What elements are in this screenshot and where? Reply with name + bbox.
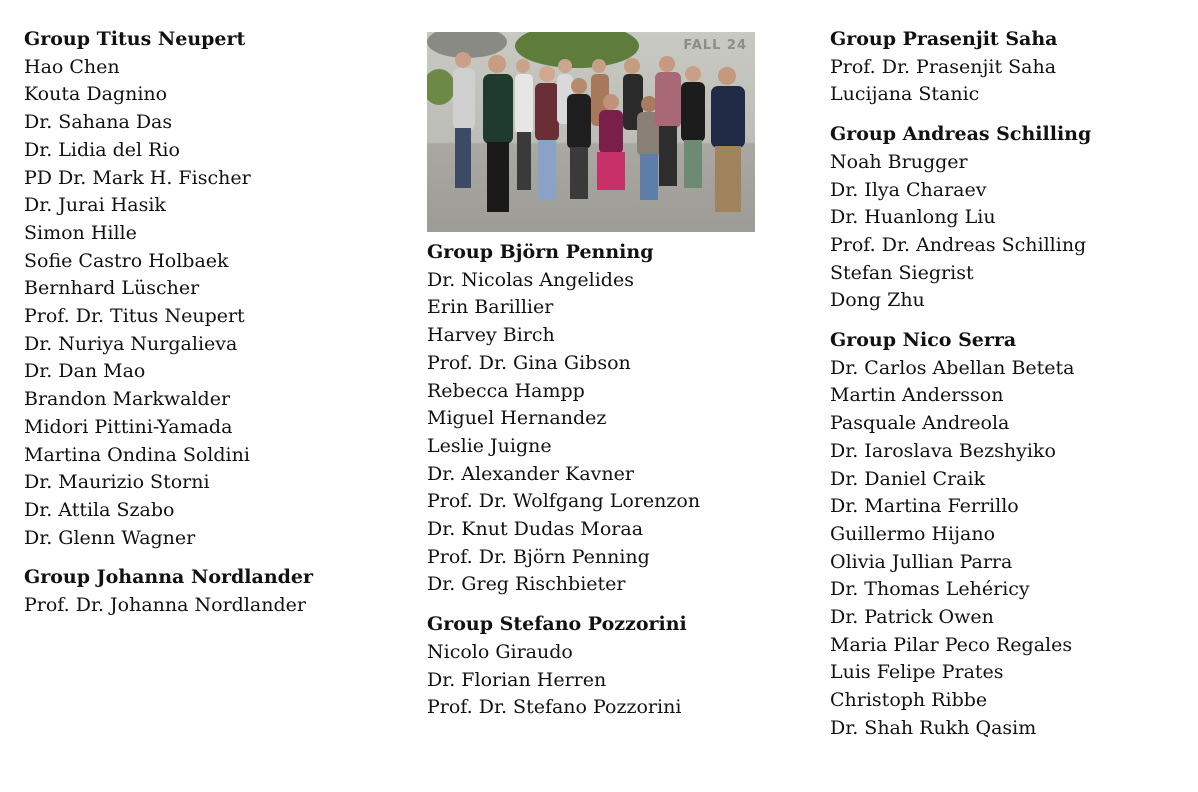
member: Martin Andersson (830, 384, 1004, 407)
group-penning (427, 239, 807, 599)
group-title-penning: Group Björn Penning (427, 241, 654, 263)
member: Dr. Greg Rischbieter (427, 573, 626, 596)
member: Dr. Huanlong Liu (830, 206, 996, 229)
member: Simon Hille (24, 221, 137, 244)
member: Hao Chen (24, 55, 120, 78)
member: Sofie Castro Holbaek (24, 249, 229, 272)
member: Luis Felipe Prates (830, 661, 1004, 684)
group-schilling (830, 121, 1198, 315)
member: Dr. Shah Rukh Qasim (830, 716, 1037, 739)
member: Prof. Dr. Prasenjit Saha (830, 55, 1057, 78)
group-nordlander (24, 564, 404, 619)
member: Stefan Siegrist (830, 261, 974, 284)
group-title-neupert: Group Titus Neupert (24, 28, 246, 50)
member: Dong Zhu (830, 289, 925, 312)
member: Harvey Birch (427, 324, 555, 347)
group-pozzorini (427, 611, 807, 722)
member: Noah Brugger (830, 150, 968, 173)
group-photo-illustration (427, 32, 755, 232)
group-serra (830, 327, 1198, 743)
member: PD Dr. Mark H. Fischer (24, 166, 251, 189)
member: Rebecca Hampp (427, 379, 585, 402)
member: Dr. Florian Herren (427, 668, 607, 691)
column-right (830, 26, 1198, 755)
member: Leslie Juigne (427, 434, 552, 457)
member: Dr. Attila Szabo (24, 498, 175, 521)
member: Dr. Jurai Hasik (24, 194, 166, 217)
member: Dr. Carlos Abellan Beteta (830, 356, 1075, 379)
group-neupert (24, 26, 404, 552)
member: Prof. Dr. Stefano Pozzorini (427, 696, 682, 719)
member: Dr. Glenn Wagner (24, 526, 196, 549)
member: Prof. Dr. Wolfgang Lorenzon (427, 490, 701, 513)
member: Dr. Thomas Lehéricy (830, 578, 1030, 601)
member: Prof. Dr. Titus Neupert (24, 305, 245, 328)
member: Guillermo Hijano (830, 522, 996, 545)
member: Prof. Dr. Björn Penning (427, 545, 650, 568)
member: Brandon Markwalder (24, 388, 231, 411)
member: Dr. Alexander Kavner (427, 462, 634, 485)
member: Nicolo Giraudo (427, 640, 573, 663)
member: Dr. Maurizio Storni (24, 471, 210, 494)
member: Erin Barillier (427, 296, 554, 319)
member: Miguel Hernandez (427, 407, 607, 430)
group-title-schilling: Group Andreas Schilling (830, 123, 1092, 146)
member: Bernhard Lüscher (24, 277, 200, 300)
member: Prof. Dr. Andreas Schilling (830, 233, 1087, 256)
group-photo (427, 32, 755, 232)
group-saha (830, 26, 1198, 109)
member: Midori Pittini-Yamada (24, 415, 233, 438)
column-middle (427, 26, 807, 734)
member: Christoph Ribbe (830, 689, 988, 712)
group-title-pozzorini: Group Stefano Pozzorini (427, 613, 687, 636)
member: Dr. Nuriya Nurgalieva (24, 332, 238, 355)
member: Kouta Dagnino (24, 83, 168, 106)
group-title-serra: Group Nico Serra (830, 329, 1017, 352)
member: Lucijana Stanic (830, 83, 980, 106)
group-title-saha: Group Prasenjit Saha (830, 28, 1058, 50)
member: Dr. Ilya Charaev (830, 178, 987, 201)
member: Dr. Lidia del Rio (24, 138, 180, 161)
group-title-nordlander: Group Johanna Nordlander (24, 566, 314, 589)
member: Dr. Martina Ferrillo (830, 495, 1019, 518)
member: Dr. Daniel Craik (830, 467, 986, 490)
member: Dr. Iaroslava Bezshyiko (830, 439, 1056, 462)
member: Maria Pilar Peco Regales (830, 633, 1073, 656)
member: Martina Ondina Soldini (24, 443, 250, 466)
column-left (24, 26, 404, 632)
member: Prof. Dr. Johanna Nordlander (24, 594, 306, 617)
member: Dr. Dan Mao (24, 360, 146, 383)
member: Dr. Patrick Owen (830, 606, 994, 629)
member: Dr. Sahana Das (24, 111, 173, 134)
member: Dr. Knut Dudas Moraa (427, 518, 644, 541)
member: Pasquale Andreola (830, 412, 1010, 435)
member: Dr. Nicolas Angelides (427, 268, 634, 291)
photo-wall-text: FALL 24 (683, 38, 747, 53)
member: Olivia Jullian Parra (830, 550, 1013, 573)
member: Prof. Dr. Gina Gibson (427, 351, 631, 374)
